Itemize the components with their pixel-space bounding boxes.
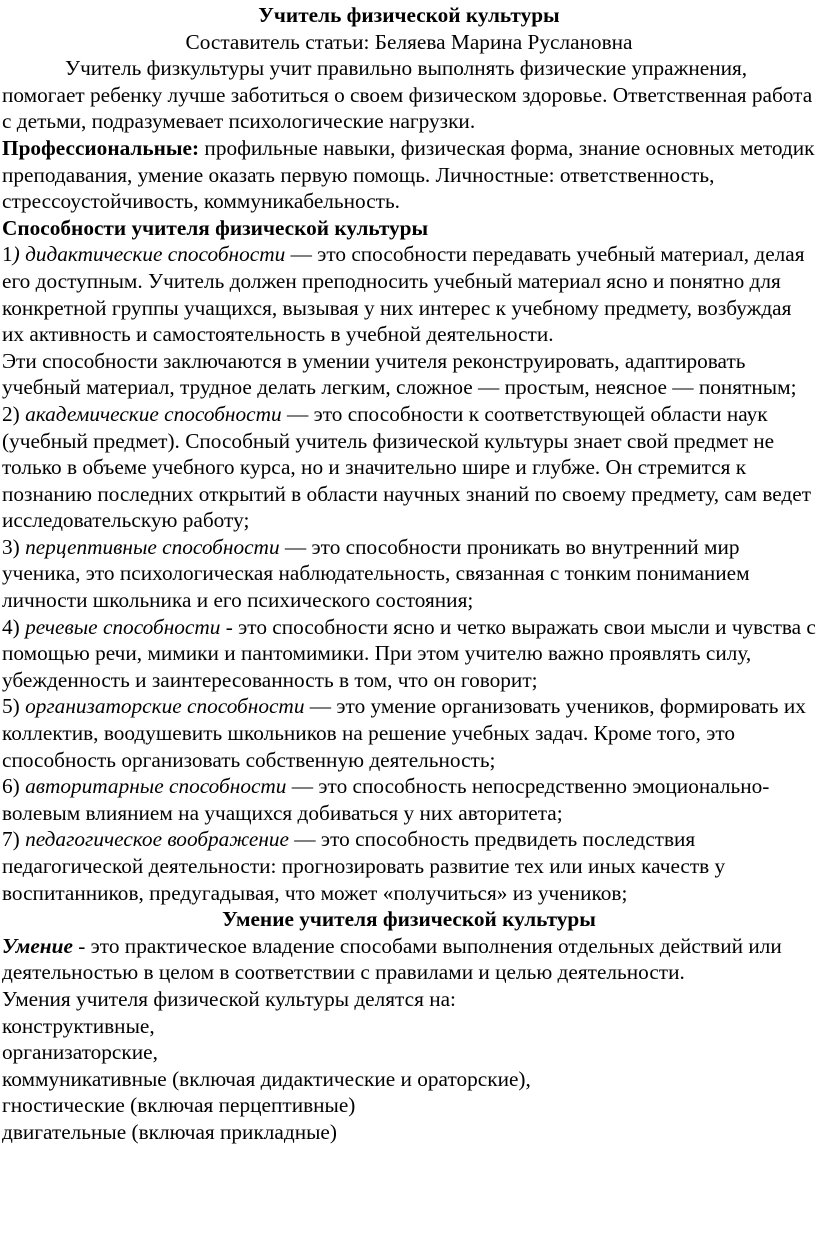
ability-text: — это способности проникать во внутренний мир ученика, это психологическая наблюдательность, связанная с тонким пониманием личности школьника и его психического состояния; — [2, 534, 750, 613]
skill-definition-text: - это практическое владение способами выполнения отдельных действий или деятельностью в целом в соответствии с правилами и целью деятельности. — [2, 933, 782, 985]
ability-item-6 — [2, 773, 816, 826]
author-line: Составитель статьи: Беляева Марина Руслановна — [185, 29, 633, 54]
ability-text: — это способность предвидеть последствия педагогической деятельности: прогнозировать развитие тех или иных качеств у воспитанников, предугадывая, что может «получиться» из учеников; — [2, 827, 726, 905]
qualities-paragraph — [2, 135, 816, 215]
ability-text: — это способности к соответствующей области наук (учебный предмет). Способный учитель физической культуры знает свой предмет не только в объеме учебного курса, но и значительно шире и глубже. Он стремится к познанию последних открытий в области научных знаний по своему предмету, сам ведет исследовательскую работу; — [2, 401, 812, 533]
ability-item-2 — [2, 401, 816, 534]
ability-item-5 — [2, 693, 816, 773]
ability-term: перцептивные способности — [25, 534, 280, 559]
ability-text: — это способности передавать учебный материал, делая его доступным. Учитель должен преподносить учебный материал ясно и понятно для конкретной группы учащихся, вызывая у них интерес к учебному предмету, возбуждая их активность и самостоятельность в учебной деятельности. — [2, 242, 805, 347]
ability-number: 4) — [2, 614, 26, 639]
skills-list-item: коммуникативные (включая дидактические и ораторские), — [2, 1066, 531, 1091]
skill-term: Умение — [2, 933, 73, 958]
ability-term: организаторские способности — [25, 694, 305, 719]
ability-item-4 — [2, 614, 816, 694]
skills-heading: Умение учителя физической культуры — [222, 907, 596, 932]
ability-text: — это умение организовать учеников, формировать их коллектив, воодушевить школьников на решение учебных задач. Кроме того, это способность организовать собственную деятельность; — [2, 694, 806, 772]
ability-term: авторитарные способности — [25, 774, 287, 799]
qualities-text: профильные навыки, физическая форма, знание основных методик преподавания, умение оказать первую помощь. Личностные: ответственность, стрессоустойчивость, коммуникабельность. — [2, 135, 815, 214]
document-title: Учитель физической культуры — [258, 3, 560, 27]
abilities-note: Эти способности заключаются в умении учителя реконструировать, адаптировать учебный материал, трудное делать легким, сложное — простым, неясное — понятным; — [2, 348, 797, 400]
ability-item-3 — [2, 534, 816, 614]
ability-term: ) дидактические способности — [12, 242, 286, 267]
ability-term: речевые способности — [25, 614, 221, 639]
skills-list-item: двигательные (включая прикладные) — [2, 1119, 337, 1144]
skill-definition — [2, 933, 816, 986]
ability-term: педагогическое воображение — [25, 827, 289, 852]
ability-item-7 — [2, 826, 816, 906]
ability-number: 6) — [2, 774, 26, 799]
ability-term: академические способности — [25, 401, 282, 426]
skills-list-item: организаторские, — [2, 1040, 158, 1065]
ability-number: 5) — [2, 694, 26, 719]
ability-number: 3) — [2, 534, 26, 559]
ability-text: — это способность непосредственно эмоционально-волевым влиянием на учащихся добиваться у них авторитета; — [2, 774, 770, 825]
abilities-heading: Способности учителя физической культуры — [2, 215, 429, 240]
ability-number: 2) — [2, 401, 26, 426]
skills-list-item: гностические (включая перцептивные) — [2, 1093, 356, 1118]
ability-item-1 — [2, 241, 816, 347]
qualities-label: Профессиональные: — [2, 135, 200, 160]
ability-text: - это способности ясно и четко выражать свои мысли и чувства с помощью речи, мимики и пантомимики. При этом учителю важно проявлять силу, убежденность и заинтересованность в том, что он говорит; — [2, 614, 816, 692]
skills-list-item: конструктивные, — [2, 1013, 155, 1038]
intro-paragraph: Учитель физкультуры учит правильно выполнять физические упражнения, помогает ребенку лучше заботиться о своем физическом здоровье. Ответственная работа с детьми, подразумевает психологические нагрузки. — [2, 56, 813, 134]
ability-number: 1 — [2, 242, 13, 267]
ability-number: 7) — [2, 827, 26, 852]
skills-intro: Умения учителя физической культуры делятся на: — [2, 986, 456, 1011]
